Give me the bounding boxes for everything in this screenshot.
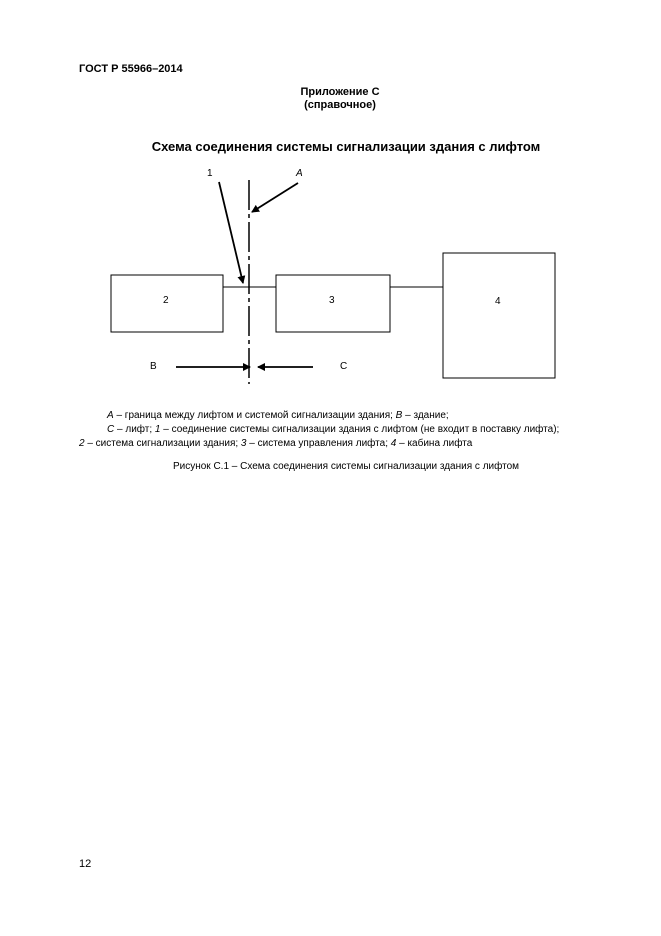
legend-text-2: – система сигнализации здания; <box>84 438 241 449</box>
appendix-heading <box>0 86 661 112</box>
callout-label-a: A <box>296 168 303 179</box>
appendix-title: Приложение С <box>300 86 380 98</box>
legend-key-2: 2 <box>79 438 85 449</box>
legend-key-a: A <box>107 410 114 421</box>
figure-caption: Рисунок С.1 – Схема соединения системы сигнализации здания с лифтом <box>172 461 520 472</box>
callout-arrow-a <box>252 183 298 212</box>
figure-title: Схема соединения системы сигнализации здания с лифтом <box>151 139 541 154</box>
legend-text-b: – здание; <box>402 410 449 421</box>
callout-label-1: 1 <box>207 168 213 179</box>
legend-line-3 <box>79 436 472 451</box>
legend-text-c: – лифт; <box>114 424 155 435</box>
legend-key-4: 4 <box>390 438 397 449</box>
connection-diagram <box>0 160 661 390</box>
document-standard-number: ГОСТ Р 55966–2014 <box>79 63 183 75</box>
legend-text-a: – граница между лифтом и системой сигнализации здания; <box>113 410 396 421</box>
legend-key-c: С <box>107 424 115 435</box>
box-lift-car <box>443 253 555 378</box>
box-label-3: 3 <box>329 295 335 306</box>
legend-text-1: – соединение системы сигнализации здания с лифтом (не входит в поставку лифта); <box>160 424 560 435</box>
legend-text-4: – кабина лифта <box>396 438 473 449</box>
legend-line-2 <box>107 422 559 437</box>
legend-text-3: – система управления лифта; <box>246 438 391 449</box>
appendix-subtitle: (справочное) <box>304 99 376 111</box>
box-label-4: 4 <box>495 296 501 307</box>
label-lift: С <box>340 361 348 372</box>
legend-key-b: В <box>395 410 403 421</box>
page-number: 12 <box>79 858 92 870</box>
box-label-2: 2 <box>163 295 169 306</box>
legend-key-3: 3 <box>240 438 247 449</box>
legend-line-1 <box>107 408 449 423</box>
legend-key-1: 1 <box>154 424 161 435</box>
label-building: В <box>150 361 157 372</box>
callout-arrow-1 <box>219 182 243 283</box>
